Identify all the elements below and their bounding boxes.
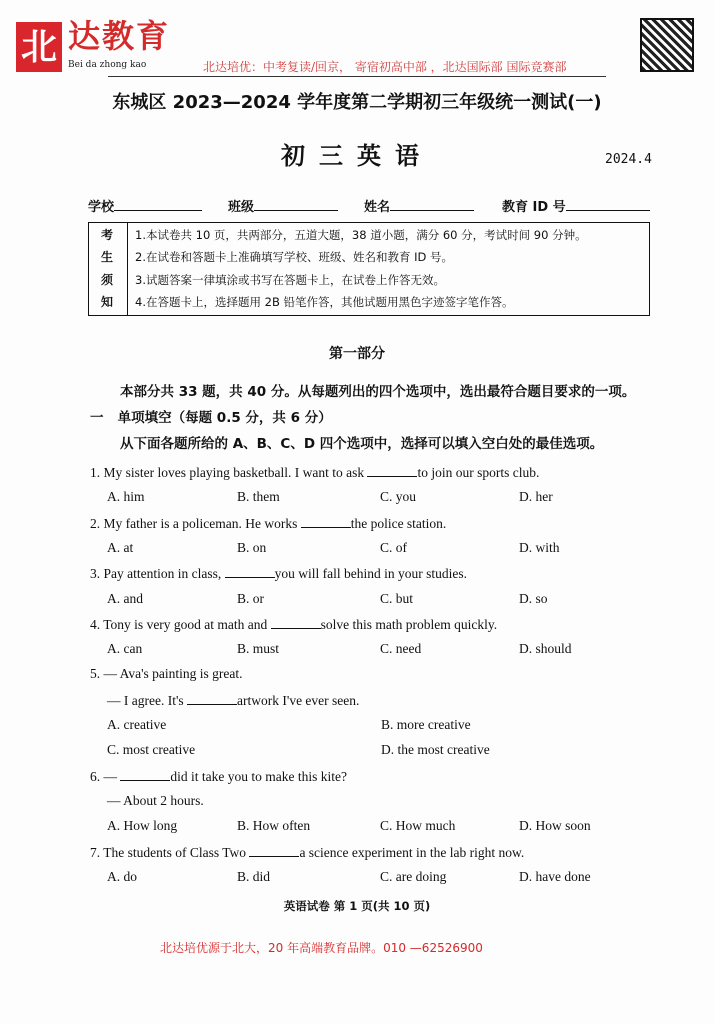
answer-blank: [367, 464, 417, 477]
logo-mark: 北: [16, 22, 62, 72]
answer-blank: [271, 616, 321, 629]
qr-code-icon: [640, 18, 694, 72]
option: [380, 591, 413, 607]
question-stem: [90, 515, 446, 532]
option: [519, 489, 553, 505]
field-label: 教育 ID 号: [502, 200, 566, 215]
option-label: C. you: [380, 489, 417, 505]
option: [237, 591, 264, 607]
option-label: B. must: [237, 641, 280, 657]
question-text: artwork I've ever seen.: [237, 692, 360, 708]
option: [519, 540, 560, 556]
option: [380, 869, 446, 885]
option-label: A. do: [107, 868, 137, 884]
question-stem: [90, 464, 539, 481]
option: [107, 540, 133, 556]
option: [107, 717, 166, 733]
field-label: 学校: [88, 200, 115, 215]
field-blank: [390, 198, 474, 211]
field-name: [364, 198, 474, 216]
option-label: A. him: [107, 489, 145, 505]
option: [237, 489, 280, 505]
answer-blank: [187, 692, 237, 705]
question-text: the police station.: [350, 515, 447, 531]
header-divider: [108, 76, 606, 77]
section-heading: [90, 410, 332, 426]
option-label: D. with: [519, 539, 560, 555]
option: [380, 641, 421, 657]
option: [519, 869, 591, 885]
notice-side-char: 考: [101, 228, 114, 242]
option: [237, 869, 270, 885]
question-text: — About 2 hours.: [107, 792, 204, 808]
option-label: C. of: [380, 539, 407, 555]
notice-line: 3.试题答案一律填涂或书写在答题卡上，在试卷上作答无效。: [135, 273, 445, 287]
field-label: 姓名: [364, 200, 391, 215]
option-label: B. did: [237, 868, 271, 884]
option-label: D. so: [519, 590, 548, 606]
field-id: [502, 198, 650, 216]
notice-side-char: 生: [101, 250, 114, 264]
question-stem: [90, 666, 243, 682]
option-label: A. creative: [107, 717, 167, 732]
option: [519, 818, 591, 834]
option: [381, 717, 471, 733]
notice-side-char: 知: [101, 295, 114, 309]
notice-line: 1.本试卷共 10 页，共两部分，五道大题，38 道小题，满分 60 分，考试时间 90 分钟。: [135, 228, 587, 242]
notice-side: [89, 223, 128, 315]
option-label: B. on: [237, 539, 267, 555]
question-text: 5. — Ava's painting is great.: [90, 666, 243, 682]
notice-side-char: 须: [101, 273, 114, 287]
section-intro: 从下面各题所给的 A、B、C、D 四个选项中，选择可以填入空白处的最佳选项。: [120, 436, 604, 452]
question-stem: [90, 565, 467, 582]
question-stem-line2: [107, 692, 359, 709]
option: [380, 540, 407, 556]
logo-text: 达教育: [68, 17, 171, 55]
question-stem: [90, 844, 524, 861]
option: [107, 869, 137, 885]
answer-blank: [249, 844, 299, 857]
question-stem: [90, 768, 347, 785]
question-text: to join our sports club.: [417, 465, 540, 480]
question-text: a science experiment in the lab right now.: [299, 844, 525, 860]
option: [237, 818, 310, 834]
field-blank: [566, 198, 650, 211]
option: [107, 591, 143, 607]
option-label: D. her: [519, 489, 553, 505]
question-stem-line2: [107, 793, 204, 809]
option-label: B. more creative: [381, 717, 471, 732]
option-label: A. can: [107, 641, 143, 657]
option: [380, 818, 455, 834]
notice-box: [88, 222, 650, 316]
field-blank: [254, 198, 338, 211]
answer-blank: [225, 565, 275, 578]
option-label: C. most creative: [107, 742, 196, 758]
option: [519, 641, 572, 657]
notice-line: 2.在试卷和答题卡上准确填写学校、班级、姓名和教育 ID 号。: [135, 250, 454, 264]
notice-line: 4.在答题卡上，选择题用 2B 铅笔作答，其他试题用黑色字迹签字笔作答。: [135, 295, 514, 309]
option: [380, 489, 416, 505]
option: [381, 742, 490, 758]
field-class: [228, 198, 338, 216]
option-label: C. are doing: [380, 868, 447, 884]
exam-subject: 初三英语: [281, 141, 433, 170]
option-label: A. at: [107, 539, 134, 555]
bottom-banner: 北达培优源于北大，20 年高端教育品牌。010 —62526900: [160, 941, 483, 955]
option-label: B. How often: [237, 818, 311, 834]
question-text: 3. Pay attention in class,: [90, 566, 222, 582]
question-text: 1. My sister loves playing basketball. I want to ask: [90, 465, 365, 480]
question-text: 2. My father is a policeman. He works: [90, 515, 298, 531]
option: [107, 818, 177, 834]
exam-date: 2024.4: [605, 152, 652, 167]
part-heading: 第一部分: [329, 346, 385, 362]
option: [237, 540, 266, 556]
question-text: — I agree. It's: [107, 692, 184, 708]
question-text: solve this math problem quickly.: [320, 616, 498, 632]
section-title: 单项填空（每题 0.5 分，共 6 分）: [117, 410, 332, 426]
field-label: 班级: [228, 200, 255, 215]
option-label: B. them: [237, 489, 280, 505]
header-slogan: 北达培优：中考复读/回京， 寄宿初高中部 ，北达国际部 国际竞赛部: [203, 60, 567, 74]
option: [107, 489, 145, 505]
section-number: 一: [90, 410, 104, 426]
option-label: D. the most creative: [381, 742, 490, 758]
option: [237, 641, 279, 657]
logo-subtitle: Bei da zhong kao: [68, 60, 147, 70]
option-label: C. need: [380, 641, 422, 657]
question-text: 4. Tony is very good at math and: [90, 616, 268, 632]
option-label: B. or: [237, 590, 264, 606]
option-label: A. How long: [107, 818, 178, 834]
option-label: D. have done: [519, 868, 591, 884]
exam-title: 东城区 2023—2024 学年度第二学期初三年级统一测试(一): [112, 92, 602, 113]
option: [107, 742, 195, 758]
option-label: C. but: [380, 590, 414, 606]
field-blank: [114, 198, 202, 211]
option-label: D. How soon: [519, 818, 591, 834]
answer-blank: [120, 768, 170, 781]
option-label: C. How much: [380, 818, 456, 834]
question-text: you will fall behind in your studies.: [274, 566, 467, 582]
option-label: D. should: [519, 641, 572, 657]
option: [519, 591, 548, 607]
question-text: did it take you to make this kite?: [170, 768, 347, 784]
option: [107, 641, 142, 657]
option-label: A. and: [107, 590, 143, 606]
page-footer: 英语试卷 第 1 页(共 10 页): [283, 899, 431, 913]
question-text: 6. —: [90, 768, 117, 784]
part-intro: 本部分共 33 题，共 40 分。从每题列出的四个选项中，选出最符合题目要求的一项。: [120, 384, 636, 400]
question-text: 7. The students of Class Two: [90, 844, 247, 860]
answer-blank: [301, 515, 351, 528]
question-stem: [90, 616, 497, 633]
field-school: [88, 198, 202, 216]
